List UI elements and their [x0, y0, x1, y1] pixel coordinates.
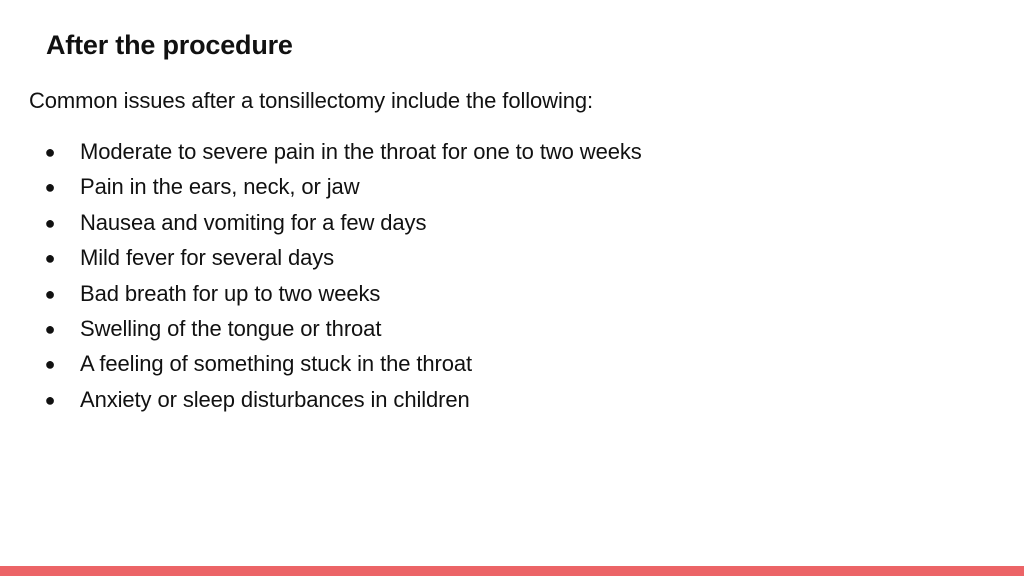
list-item: [0, 136, 1024, 171]
list-item-text: Anxiety or sleep disturbances in children: [80, 386, 470, 412]
list-item-text: Swelling of the tongue or throat: [80, 315, 382, 341]
bullet-icon: ●: [44, 142, 56, 162]
bullet-icon: ●: [44, 354, 56, 375]
bullet-icon: ●: [44, 248, 56, 269]
list-item: [0, 348, 1024, 383]
list-item-text: Moderate to severe pain in the throat for one to two weeks: [80, 139, 642, 164]
list-item-text: Pain in the ears, neck, or jaw: [80, 174, 360, 200]
bullet-icon: ●: [44, 212, 56, 233]
list-item-text: Mild fever for several days: [80, 245, 335, 271]
list-item-text: Nausea and vomiting for a few days: [80, 209, 427, 235]
bullet-list: [0, 136, 1024, 419]
list-item: [0, 207, 1024, 242]
bullet-icon: ●: [44, 283, 56, 304]
list-item: [0, 171, 1024, 206]
intro-text: Common issues after a tonsillectomy include the following:: [29, 88, 594, 113]
footer-accent-bar: [0, 566, 1024, 576]
bullet-icon: ●: [44, 318, 56, 339]
list-item-text: A feeling of something stuck in the throat: [80, 351, 473, 377]
bullet-icon: ●: [44, 389, 56, 410]
slide-title: After the procedure: [46, 30, 293, 60]
list-item: [0, 313, 1024, 348]
bullet-icon: ●: [44, 177, 56, 198]
list-item: [0, 384, 1024, 419]
list-item: [0, 242, 1024, 277]
list-item: [0, 278, 1024, 313]
list-item-text: Bad breath for up to two weeks: [80, 280, 381, 306]
